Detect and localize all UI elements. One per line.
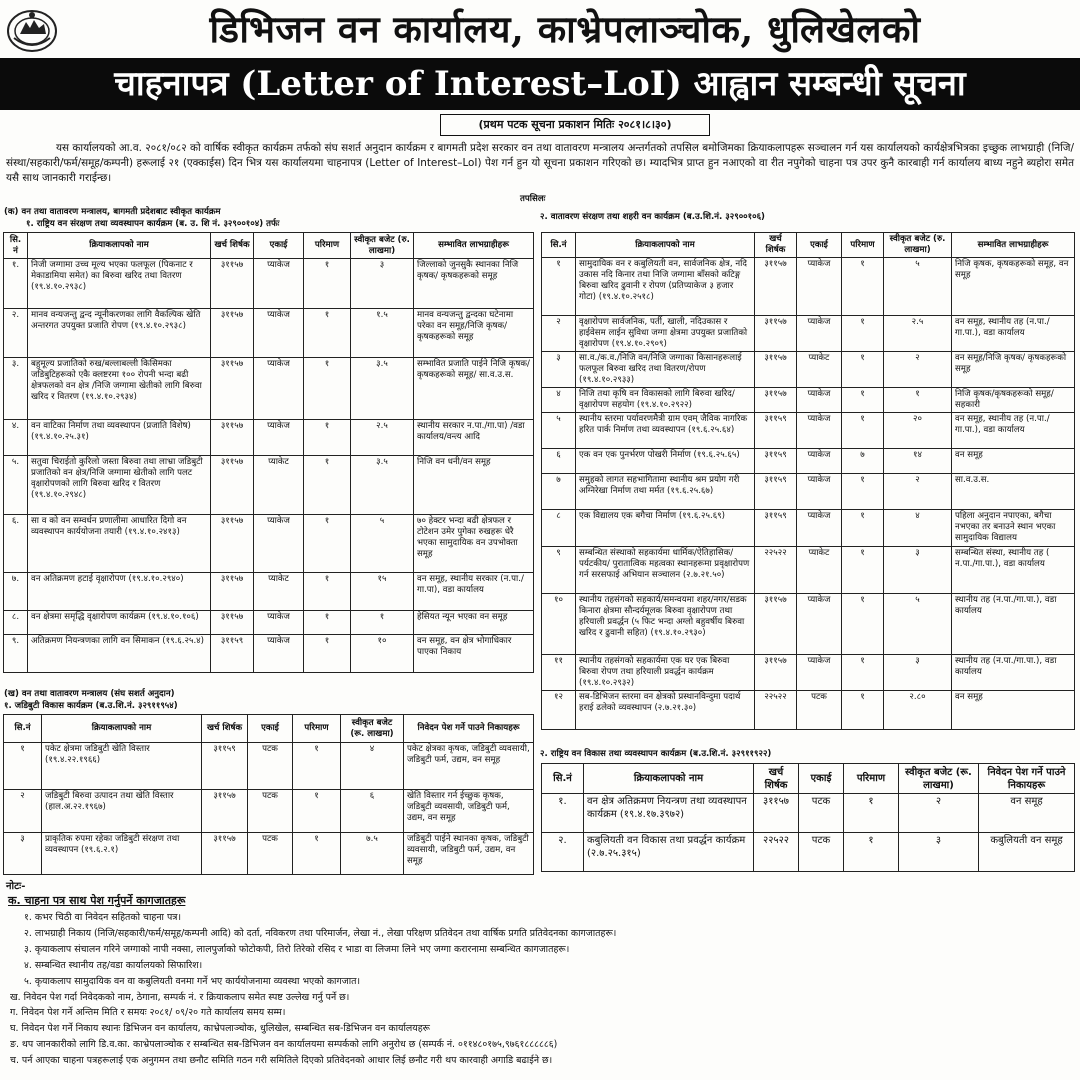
cell: १ — [842, 388, 884, 413]
table-row — [542, 510, 1075, 547]
cell: समुहको लागत सहभागितामा स्थानीय श्रम प्रयोग गरी अग्निरेखा निर्माण तथा मर्मत (१९.६.२५.६७) — [576, 474, 755, 510]
cell: वन समूह — [952, 449, 1075, 474]
th-quantity: परिमाण — [842, 233, 884, 258]
publication-date: (प्रथम पटक सूचना प्रकाशन मितिः २०८१।८।३०) — [440, 114, 710, 136]
cell: ११ — [542, 655, 576, 691]
government-emblem-icon — [6, 8, 58, 54]
cell: प्याकेट — [254, 573, 304, 611]
cell: प्याकेज — [254, 515, 304, 573]
table-row — [542, 655, 1075, 691]
th-budget: स्वीकृत बजेट (रू. लाखमा) — [899, 764, 979, 794]
cell: खेति विस्तार गर्न ईच्छुक कृषक, जडिबुटी व्यवसायी, जडिबुटी फर्म, उद्यम, वन समूह — [404, 790, 534, 833]
intro-paragraph: यस कार्यालयको आ.व. २०८१/०८२ को वार्षिक स्वीकृत कार्यक्रम तर्फको संघ सशर्त अनुदान कार्यक्रम र बागमती प्रदेश सरकार वन तथा वातावरण मन्त्रालय अन्तर्गतको तपसिल बमोजिमका क्रियाकलापहरू सञ्चालन गर्न यस कार्यालयको कार्यक्षेत्रभित्रका इच्छुक लाभग्राही (निजि/संस्था/सहकारी/फर्म/समूह/कम्पनी) हरूलाई २१ (एक्काईस) दिन भित्र यस कार्यालयमा चाहनापत्र (Letter of Interest–LoI) पेश गर्न हुन यो सूचना प्रकाशन गरिएको छ। म्यादभित्र प्राप्त हुन नआएको वा रीत नपुगेको चाहना पत्र उपर कुनै कारबाही गर्न कार्यालय बाध्य नहुने ब्यहोरा समेत यसै साथ जानकारी गराईन्छ। — [6, 142, 1074, 184]
cell: १ — [304, 420, 351, 456]
cell: वन अतिक्रमण हटाई वृक्षारोपण (१९.४.१०.२९४०) — [28, 573, 211, 611]
cell: सामुदायिक वन र कबुलियती वन, सार्वजनिक क्षेत्र, नदि उकास नदि किनार तथा निजि जग्गामा बाँसको कटिङ्ग बिरुवा खरिद ढुवानी र रोपण (प्रतिप्याकेज ३ हजार गोटा) (१९.४.१०.२५१८) — [576, 258, 755, 316]
cell: १ — [842, 594, 884, 655]
th-sn: सि.नं — [542, 764, 584, 794]
cell: ३ — [884, 655, 952, 691]
table-row — [542, 316, 1075, 352]
note-item: ३. कृयाकलाप संचालन गरिने जग्गाको नापी नक्सा, लालपुर्जाको फोटोकपी, तिरो तिरेको रसिद र भाडा वा लिजमा लिने भए जग्गा करारनामा सम्बन्धित कागजातहरू। — [24, 943, 570, 955]
cell: प्याकेज — [254, 635, 304, 673]
section-ka-sub-heading: १. राष्ट्रिय वन संरक्षण तथा व्यवस्थापन कार्यक्रम (ब. उ. शि नं. ३२९००१०४) तर्फः — [26, 219, 280, 229]
cell: १. — [542, 794, 584, 833]
table-row — [542, 547, 1075, 594]
table-row — [4, 790, 534, 833]
table-row — [542, 691, 1075, 730]
cell: प्याकेज — [797, 388, 842, 413]
cell: १ — [884, 388, 952, 413]
cell: ३११५७ — [202, 833, 248, 875]
cell: जडिबुटी पाईने स्थानका कृषक, जडिबुटी व्यवसायी, जडिबुटी फर्म, उद्यम, वन समूह — [404, 833, 534, 875]
cell: ६ — [341, 790, 404, 833]
cell: १ — [304, 635, 351, 673]
cell: १ — [293, 743, 341, 790]
cell: वन क्षेत्र अतिक्रमण नियन्त्रण तथा व्यवस्थापन कार्यक्रम (१९.४.१७.३९७२) — [584, 794, 754, 833]
cell: सा.व.उ.स. — [952, 474, 1075, 510]
cell: ३ — [4, 833, 42, 875]
cell: ३. — [4, 358, 28, 420]
cell: १ — [842, 691, 884, 730]
table-row — [4, 743, 534, 790]
cell: ५. — [4, 456, 28, 515]
table-row — [4, 515, 534, 573]
table-row — [4, 833, 534, 875]
cell: १ — [304, 573, 351, 611]
th-unit: एकाई — [254, 233, 304, 259]
cell: २. — [542, 833, 584, 872]
cell: सम्बन्धित संस्था, स्थानीय तह ( न.पा./गा.पा.), वडा कार्यालय — [952, 547, 1075, 594]
cell: २२५२२ — [755, 691, 797, 730]
cell: वन समूह — [952, 691, 1075, 730]
cell: प्राकृतिक रुपमा रहेका जडिबुटी संरक्षण तथा व्यवस्थापन (१९.६.२.१) — [42, 833, 202, 875]
cell: २ — [899, 794, 979, 833]
cell: ७. — [4, 573, 28, 611]
cell: प्याकेज — [797, 594, 842, 655]
cell: १ — [842, 316, 884, 352]
table-row — [542, 833, 1075, 872]
note-item: ४. सम्बन्धित स्थानीय तह/वडा कार्यालयको सिफारिश। — [24, 959, 203, 971]
th-expense-head: खर्च शिर्षक — [202, 715, 248, 743]
cell: प्याकेट — [797, 547, 842, 594]
cell: प्याकेज — [797, 655, 842, 691]
cell: स्थानीय तह (न.पा./गा.पा.), वडा कार्यालय — [952, 594, 1075, 655]
cell: प्याकेज — [797, 474, 842, 510]
cell: १ — [304, 309, 351, 358]
cell: बहुमूल्य प्रजातिको रुख/बल्लाबल्ली किसिमका जडिबुटिहरूको एकै क्लष्टरमा १०० रोपनी भन्दा बढी क्षेत्रफलको वन क्षेत्र /निजि जग्गामा खेतीको लागि बिरुवा खरिद र वितरण (१९.४.१०.२९३४) — [28, 358, 211, 420]
table-row — [4, 358, 534, 420]
th-quantity: परिमाण — [844, 764, 899, 794]
th-quantity: परिमाण — [304, 233, 351, 259]
cell: १.५ — [351, 309, 414, 358]
cell: प्याकेज — [797, 510, 842, 547]
cell: १ — [842, 474, 884, 510]
cell: प्याकेज — [797, 413, 842, 449]
cell: एक विद्यालय एक बगैचा निर्माण (१९.६.२५.६९) — [576, 510, 755, 547]
cell: स्थानीय स्तरमा पर्यावरणमैत्री ग्राम एवम् जैविक नागरिक हरित पार्क निर्माण तथा व्यवस्थापन (१९.६.२५.६४) — [576, 413, 755, 449]
cell: पहिला अनुदान नपाएका, बगैचा नभएका तर बनाउने स्थान भएका सामुदायिक विद्यालय — [952, 510, 1075, 547]
cell: ८ — [542, 510, 576, 547]
th-budget: स्वीकृत बजेट (रू. लाखमा) — [341, 715, 404, 743]
cell: स्थानीय तहसंगको सहकार्यमा एक घर एक बिरुवा बिरुवा रोपण तथा हरियाली प्रवर्द्धन कार्यक्रम (१९.४.१०.२९३२) — [576, 655, 755, 691]
cell: ५ — [542, 413, 576, 449]
th-activity: क्रियाकलापको नाम — [584, 764, 754, 794]
cell: २.५ — [351, 420, 414, 456]
cell: ३११५७ — [754, 794, 799, 833]
cell: १ — [304, 515, 351, 573]
cell: २२५२२ — [754, 833, 799, 872]
table-row — [542, 594, 1075, 655]
cell: १ — [304, 456, 351, 515]
cell: ३११५९ — [211, 635, 254, 673]
note-item: १. कभर चिठी वा निवेदन सहितको चाहना पत्र। — [24, 912, 182, 923]
cell: प्याकेज — [254, 259, 304, 309]
cell: १ — [4, 743, 42, 790]
cell: प्याकेट — [797, 352, 842, 388]
cell: १ — [842, 655, 884, 691]
th-budget: स्वीकृत बजेट (रु. लाखमा) — [884, 233, 952, 258]
cell: वन समूह, स्थानीय तह (न.पा./गा.पा.), वडा कार्यालय — [952, 413, 1075, 449]
section-2b-heading: २. राष्ट्रिय वन विकास तथा व्यवस्थापन कार्यक्रम (ब.उ.शि.नं. ३२९११९२२) — [540, 749, 772, 759]
section-2-heading: २. वातावरण संरक्षण तथा शहरी वन कार्यक्रम (ब.उ.शि.नं. ३२९००१०६) — [540, 212, 765, 222]
cell: १ — [842, 352, 884, 388]
cell: ३११५७ — [755, 388, 797, 413]
cell: ३११५७ — [211, 309, 254, 358]
cell: ३११५९ — [755, 413, 797, 449]
cell: ७ — [842, 449, 884, 474]
cell: पटक — [248, 833, 293, 875]
cell: सम्भावित प्रजाति पाईने निजि कृषक/ कृषकहरूको समूह/ सा.व.उ.स. — [414, 358, 534, 420]
notes-list — [10, 910, 1070, 1069]
th-sn: सि. नं — [4, 233, 28, 259]
table-row — [4, 420, 534, 456]
cell: ८. — [4, 611, 28, 635]
cell: ४ — [542, 388, 576, 413]
cell: ३११५९ — [202, 743, 248, 790]
cell: निजि कृषक, कृषकहरूको समूह, वन समूह — [952, 258, 1075, 316]
th-expense-head: खर्च शिर्षक — [754, 764, 799, 794]
notes-heading: नोटः- — [6, 881, 26, 892]
cell: स्थानीय तहसंगको सहकार्य/समन्वयमा शहर/नगर/सडक किनारा क्षेत्रमा सौन्दर्यमूलक बिरुवा वृक्षारोपण तथा हरियाली प्रवर्द्धन (५ फिट भन्दा अग्लो बहुवर्षीय बिरुवा खरिद र ढुवानी सहित) (१९.४.१०.२९३०) — [576, 594, 755, 655]
cell: सा.व./क.व./निजि वन/निजि जग्गाका किसानहरूलाई फलफूल बिरुवा खरिद तथा वितरण/रोपण (१९.४.१०.२९३३) — [576, 352, 755, 388]
cell: २२५२२ — [755, 547, 797, 594]
note-item: ग. निवेदन पेश गर्ने अन्तिम मिति र समयः २०८१/ ०९/२० गते कार्यालय समय सम्म। — [10, 1007, 286, 1019]
cell: ३११५७ — [211, 611, 254, 635]
table-row — [4, 573, 534, 611]
cell: वन समूह, वन क्षेत्र भोगाधिकार पाएका निकाय — [414, 635, 534, 673]
cell: ५ — [884, 594, 952, 655]
cell: ६. — [4, 515, 28, 573]
th-applicants: निवेदन पेश गर्ने पाउने निकायहरू — [979, 764, 1075, 794]
tapasil-label: तपसिलः — [520, 194, 546, 204]
cell: कबुलियती वन समूह — [979, 833, 1075, 872]
table-row — [542, 474, 1075, 510]
table-row — [542, 794, 1075, 833]
cell: ३.५ — [351, 456, 414, 515]
section-ka-heading: (क) वन तथा वातावरण मन्त्रालय, बागमती प्रदेशबाट स्वीकृत कार्यक्रम — [4, 207, 221, 217]
cell: ३ — [899, 833, 979, 872]
table-row — [4, 456, 534, 515]
table-row — [4, 259, 534, 309]
required-documents-heading: क. चाहना पत्र साथ पेश गर्नुपर्ने कागजातहरू — [8, 894, 186, 907]
cell: २० — [884, 413, 952, 449]
section-kha-sub-heading: १. जडिबुटी विकास कार्यक्रम (ब.उ.शि.नं. ३२९११९५४) — [4, 701, 178, 711]
cell: पकेट क्षेत्रमा जडिबुटी खेति विस्तार (१९.४.२२.१९६६) — [42, 743, 202, 790]
th-unit: एकाई — [799, 764, 844, 794]
cell: जडिबुटी बिरुवा उत्पादन तथा खेति विस्तार (हाल.अ.२२.१९६७) — [42, 790, 202, 833]
cell: प्याकेज — [254, 309, 304, 358]
th-expense-head: खर्च शिर्षक — [211, 233, 254, 259]
th-activity: क्रियाकलापको नाम — [42, 715, 202, 743]
cell: ४. — [4, 420, 28, 456]
cell: ३११५७ — [755, 316, 797, 352]
cell: निजि कृषक/कृषकहरूको समूह/सहकारी — [952, 388, 1075, 413]
table-row — [542, 413, 1075, 449]
cell: पटक — [797, 691, 842, 730]
table-row — [542, 258, 1075, 316]
cell: १. — [4, 259, 28, 309]
cell: अतिक्रमण नियन्त्रणका लागि वन सिमाकन (१९.६.२५.४) — [28, 635, 211, 673]
cell: ३११५७ — [211, 515, 254, 573]
cell: प्याकेज — [797, 258, 842, 316]
cell: १४ — [884, 449, 952, 474]
cell: २. — [4, 309, 28, 358]
cell: १ — [542, 258, 576, 316]
cell: २ — [542, 316, 576, 352]
cell: ३११५७ — [755, 655, 797, 691]
cell: निजी जग्गामा उच्च मूल्य भएका फलफूल (पिकनाट र मेकाडामिया समेत) का बिरुवा खरिद तथा वितरण (१९.४.१०.२९३८) — [28, 259, 211, 309]
cell: ३११५७ — [755, 352, 797, 388]
cell: ३११५७ — [211, 358, 254, 420]
cell: ३११५९ — [755, 510, 797, 547]
cell: निजि वन धनी/वन समूह — [414, 456, 534, 515]
cell: ९ — [542, 547, 576, 594]
cell: सा व को वन सम्वर्धन प्रणालीमा आधारित दिगो वन व्यवस्थापन कार्ययोजना तयारी (१९.४.१०.२४१३) — [28, 515, 211, 573]
cell: ३११५७ — [202, 790, 248, 833]
cell: जिल्लाको जुनसुकै स्थानका निजि कृषक/ कृषकहरूको समूह — [414, 259, 534, 309]
cell: निजि तथा कृषि वन विकासको लागि बिरुवा खरिद/वृक्षारोपण सहयोग (१९.४.१०.२९२२) — [576, 388, 755, 413]
table-herbs-program — [3, 714, 534, 875]
note-item: घ. निवेदन पेश गर्ने निकाय स्थानः डिभिजन वन कार्यालय, काभ्रेपलाञ्चोक, धुलिखेल, सम्बन्धित सब-डिभिजन वन कार्यालयहरू — [10, 1023, 430, 1035]
th-sn: सि.नं — [542, 233, 576, 258]
cell: ५ — [884, 258, 952, 316]
cell: १ — [842, 258, 884, 316]
cell: ३११५७ — [755, 594, 797, 655]
cell: ९. — [4, 635, 28, 673]
cell: ६ — [542, 449, 576, 474]
cell: वन वाटिका निर्माण तथा व्यवस्थापन (प्रजाति विशेष) (१९.४.१०.२५.३१) — [28, 420, 211, 456]
cell: ७ — [542, 474, 576, 510]
cell: पकेट क्षेत्रका कृषक, जडिबुटी व्यवसायी, जडिबुटी फर्म, उद्यम, वन समूह — [404, 743, 534, 790]
note-item: २. लाभग्राही निकाय (निजि/सहकारी/फर्म/समूह/कम्पनी आदि) को दर्ता, नविकरण तथा परिमार्जन, लेखा नं., लेखा परिक्षण प्रतिवेदन तथा वार्षिक प्रगति प्रतिवेदनका कागजातहरू। — [24, 927, 617, 939]
note-item: ङ. थप जानकारीको लागि डि.व.का. काभ्रेपलाञ्चोक र सम्बन्धित सब-डिभिजन वन कार्यालयमा सम्पर्कको लागि अनुरोध छ (सम्पर्क नं. ०११४८०१७५,९७६१८८८८८६) — [10, 1039, 558, 1051]
cell: सब-डिभिजन स्तरमा वन क्षेत्रको प्रस्थानविन्दुमा पदार्थ हराई ढलेको व्यवस्थापन (२.७.२१.३०) — [576, 691, 755, 730]
cell: ७.५ — [341, 833, 404, 875]
table-row — [542, 449, 1075, 474]
cell: ३११५७ — [211, 259, 254, 309]
table-national-forest-development — [541, 763, 1075, 872]
cell: सम्बन्धित संस्थाको सहकार्यमा धार्मिक/ऐतिहासिक/पर्यटकीय/ पुरातात्विक महत्वका स्थानहरूमा प्रवृक्षारोपण गर्न सरसफाई अभियान सञ्चालन (२.७.२१.५०) — [576, 547, 755, 594]
table-environment-urban-forest — [541, 232, 1075, 730]
cell: १५ — [351, 573, 414, 611]
cell: वन समूह — [979, 794, 1075, 833]
th-activity: क्रियाकलापको नाम — [28, 233, 211, 259]
cell: पटक — [799, 833, 844, 872]
cell: ३ — [542, 352, 576, 388]
table-row — [4, 635, 534, 673]
cell: कबुलियती वन विकास तथा प्रवर्द्धन कार्यक्रम (२.७.२५.३१५) — [584, 833, 754, 872]
cell: १ — [304, 259, 351, 309]
th-quantity: परिमाण — [293, 715, 341, 743]
cell: १ — [293, 833, 341, 875]
cell: १ — [842, 510, 884, 547]
cell: प्याकेज — [254, 611, 304, 635]
cell: ३११५७ — [755, 258, 797, 316]
cell: १० — [542, 594, 576, 655]
cell: ३११५७ — [211, 420, 254, 456]
cell: ३११५७ — [211, 573, 254, 611]
cell: सतुवा चिराईतो कुरिलो जस्ता बिरुवा तथा लाभ्रा जडिबुटी प्रजातिको वन क्षेत्र/निजि जग्गामा खेतीको लागि पलट वृक्षारोपणको लागि बिरुवा खरिद र वितरण (१९.४.१०.२९४८) — [28, 456, 211, 515]
table-row — [4, 611, 534, 635]
cell: १ — [842, 413, 884, 449]
table-row — [542, 352, 1075, 388]
cell: २ — [884, 474, 952, 510]
section-kha-heading: (ख) वन तथा वातावरण मन्त्रालय (संघ सशर्त अनुदान) — [4, 689, 175, 699]
cell: स्थानीय तह (न.पा./गा.पा.), वडा कार्यालय — [952, 655, 1075, 691]
table-header-row — [4, 715, 534, 743]
table-header-row — [542, 764, 1075, 794]
cell: ७० हेक्टर भन्दा बढी क्षेत्रफल र टोटेशन उमेर पुगेका रुखहरू धेरै भएका सामुदायिक वन उपभोक्ता समूह — [414, 515, 534, 573]
th-unit: एकाई — [797, 233, 842, 258]
table-row — [4, 309, 534, 358]
cell: वन क्षेत्रमा समृद्धि वृक्षारोपण कार्यक्रम (१९.४.१०.१०६) — [28, 611, 211, 635]
cell: पटक — [248, 743, 293, 790]
th-activity: क्रियाकलापको नाम — [576, 233, 755, 258]
table-row — [542, 388, 1075, 413]
cell: प्याकेज — [254, 420, 304, 456]
office-title: डिभिजन वन कार्यालय, काभ्रेपलाञ्चोक, धुलिखेलको — [209, 7, 921, 51]
th-budget: स्वीकृत बजेट (रु. लाखमा) — [351, 233, 414, 259]
cell: १ — [304, 358, 351, 420]
cell: ३ — [351, 259, 414, 309]
cell: प्याकेट — [254, 456, 304, 515]
note-item: ख. निवेदन पेश गर्दा निवेदकको नाम, ठेगाना, सम्पर्क नं. र क्रियाकलाप समेत स्पष्ट उल्लेख गर्नु पर्ने छ। — [10, 991, 350, 1003]
notice-banner: चाहनापत्र (Letter of Interest–LoI) आह्वान सम्बन्धी सूचना — [0, 58, 1080, 110]
th-applicants: निवेदन पेश गर्ने पाउने निकायहरू — [404, 715, 534, 743]
cell: स्थानीय सरकार न.पा./गा.पा) /वडा कार्यालय/वन्त्य आदि — [414, 420, 534, 456]
cell: पटक — [248, 790, 293, 833]
th-beneficiaries: सम्भावित लाभग्राहीहरू — [952, 233, 1075, 258]
cell: वन समूह/निजि कृषक/ कृषकहरूको समूह — [952, 352, 1075, 388]
cell: १ — [351, 611, 414, 635]
cell: हेसियत न्यून भएका वन समूह — [414, 611, 534, 635]
table-header-row — [542, 233, 1075, 258]
table-national-forest — [3, 232, 534, 673]
th-unit: एकाई — [248, 715, 293, 743]
cell: २ — [4, 790, 42, 833]
cell: मानव वन्यजन्तु द्वन्द न्यूनीकरणका लागि वैकल्पिक खेति अन्तरगत उपयुक्त प्रजाति रोपण (१९.४.१०.२९३८) — [28, 309, 211, 358]
cell: २ — [884, 352, 952, 388]
cell: ५ — [351, 515, 414, 573]
cell: प्याकेज — [797, 449, 842, 474]
cell: ४ — [341, 743, 404, 790]
cell: २.५ — [884, 316, 952, 352]
cell: ३११५९ — [755, 474, 797, 510]
cell: वन समूह, स्थानीय तह (न.पा./गा.पा.), वडा कार्यालय — [952, 316, 1075, 352]
th-sn: सि.नं — [4, 715, 42, 743]
cell: १ — [842, 547, 884, 594]
table-header-row — [4, 233, 534, 259]
cell: एक वन एक पुनर्भरण पोखरी निर्माण (१९.६.२५.६५) — [576, 449, 755, 474]
cell: प्याकेज — [254, 358, 304, 420]
note-item: च. पर्न आएका चाहना पत्रहरूलाई एक अनुगमन तथा छनौट समिति गठन गरी समितिले दिएको प्रतिवेदनको आधार लिई छनौट गरी थप कारवाही अगाडि बढाईने छ। — [10, 1055, 553, 1067]
cell: १ — [304, 611, 351, 635]
cell: पटक — [799, 794, 844, 833]
cell: २.८० — [884, 691, 952, 730]
cell: ३ — [884, 547, 952, 594]
cell: मानव वन्यजन्तु द्वन्दका घटेनामा परेका वन समूह/निजि कृषक/ कृषकहरूको समूह — [414, 309, 534, 358]
note-item: ५. कृयाकलाप सामुदायिक वन वा कबुलियती वनमा गर्ने भए कार्ययोजनामा व्यवस्था भएको कागजात। — [24, 975, 361, 987]
cell: वन समूह, स्थानीय सरकार (न.पा./गा.पा), वडा कार्यालय — [414, 573, 534, 611]
cell: १२ — [542, 691, 576, 730]
cell: ३११५७ — [211, 456, 254, 515]
cell: ४ — [884, 510, 952, 547]
cell: ३.५ — [351, 358, 414, 420]
cell: वृक्षारोपण सार्वजनिक, पर्ती, खाली, नदिउकास र हाईवेसम लाईन सुविधा जग्गा क्षेत्रमा उपयुक्त प्रजातिको वृक्षारोपण (१९.४.१०.२९०९) — [576, 316, 755, 352]
cell: १० — [351, 635, 414, 673]
cell: प्याकेज — [797, 316, 842, 352]
cell: ३११५९ — [755, 449, 797, 474]
th-beneficiaries: सम्भावित लाभग्राहीहरू — [414, 233, 534, 259]
cell: १ — [293, 790, 341, 833]
cell: १ — [844, 794, 899, 833]
cell: १ — [844, 833, 899, 872]
th-expense-head: खर्च शिर्षक — [755, 233, 797, 258]
